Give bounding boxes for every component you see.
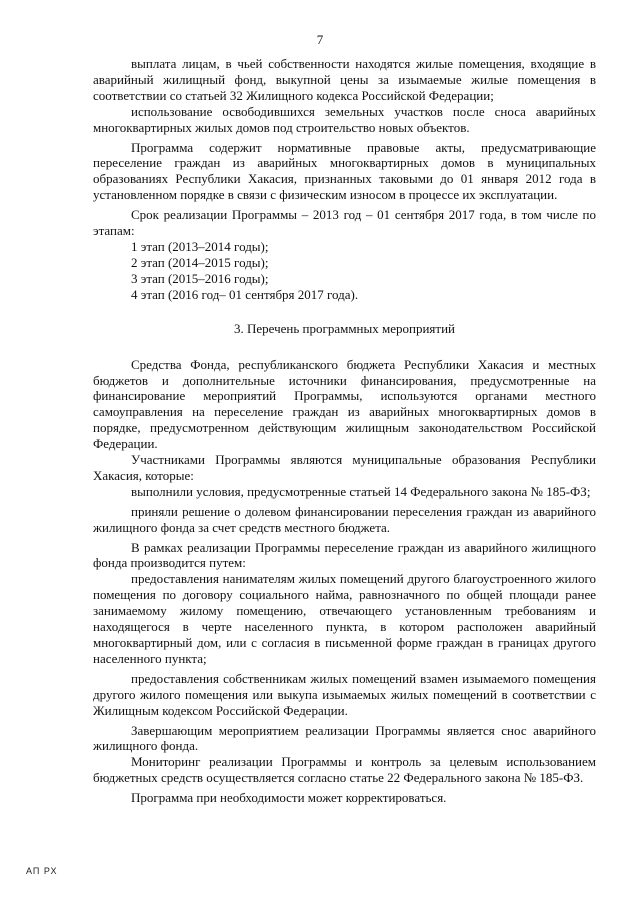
- stage-list-item: 3 этап (2015–2016 годы);: [131, 270, 269, 286]
- paragraph-owners: предоставления собственникам жилых помещений взамен изымаемого помещения другого жилого помещения или выкупа изымаемых жилых помещений в соответствии с Жилищным кодексом Российской Федерации.: [93, 670, 596, 718]
- paragraph-program-acts: Программа содержит нормативные правовые акты, предусматривающие переселение граждан из аварийных многоквартирных домов в муниципальных образованиях Республики Хакасия, признанных таковыми до 01 января 2012 года в установленном порядке в связи с физическим износом в процессе их эксплуатации.: [93, 139, 596, 203]
- paragraph-buyout-payment: выплата лицам, в чьей собственности находятся жилые помещения, входящие в аварийный жилищный фонд, выкупной цены за изымаемые жилые помещения в соответствии со статьей 32 Жилищного кодекса Российской Федерации;: [93, 56, 596, 103]
- paragraph-participants: Участниками Программы являются муниципальные образования Республики Хакасия, которые:: [93, 452, 596, 483]
- page-number: 7: [316, 32, 324, 47]
- paragraph-cofinancing: приняли решение о долевом финансировании переселения граждан из аварийного жилищного фонда за счет средств местного бюджета.: [93, 503, 596, 535]
- paragraph-adjustment: Программа при необходимости может корректироваться.: [131, 790, 447, 806]
- paragraph-land-use: использование освободившихся земельных участков после сноса аварийных многоквартирных жилых домов под строительство новых объектов.: [93, 103, 596, 135]
- stage-list-item: 4 этап (2016 год– 01 сентября 2017 года).: [131, 286, 359, 302]
- stage-list-item: 2 этап (2014–2015 годы);: [131, 254, 269, 270]
- paragraph-conditions: выполнили условия, предусмотренные статьей 14 Федерального закона № 185-ФЗ;: [131, 483, 591, 499]
- document-body: [93, 56, 596, 806]
- archive-stamp: АП РХ: [26, 866, 58, 876]
- section-heading: 3. Перечень программных мероприятий: [234, 320, 455, 336]
- paragraph-funding: Средства Фонда, республиканского бюджета Республики Хакасия и местных бюджетов и дополнительные источники финансирования, предусмотренные на финансирование мероприятий Программы, используются органами местного самоуправления на переселение граждан из аварийных многоквартирных домов в порядке, предусмотренном действующим жилищным законодательством Российской Федерации.: [93, 356, 596, 452]
- paragraph-program-term: Срок реализации Программы – 2013 год – 01 сентября 2017 года, в том числе по этапам:: [93, 207, 596, 239]
- paragraph-monitoring: Мониторинг реализации Программы и контроль за целевым использованием бюджетных средств осуществляется согласно статье 22 Федерального закона № 185-ФЗ.: [93, 754, 596, 786]
- stage-list-item: 1 этап (2013–2014 годы);: [131, 238, 269, 254]
- paragraph-tenants: предоставления нанимателям жилых помещений другого благоустроенного жилого помещения по договору социального найма, равнозначного по общей площади ранее занимаемому жилому помещению, отвечающего установленным требованиям и находящегося в черте населенного пункта, в котором расположен аварийный многоквартирный дом, или с согласия в письменной форме граждан в границах другого населенного пункта;: [93, 571, 596, 666]
- paragraph-demolition: Завершающим мероприятием реализации Программы является снос аварийного жилищного фонда.: [93, 722, 596, 754]
- paragraph-resettlement-methods: В рамках реализации Программы переселение граждан из аварийного жилищного фонда производится путем:: [93, 539, 596, 571]
